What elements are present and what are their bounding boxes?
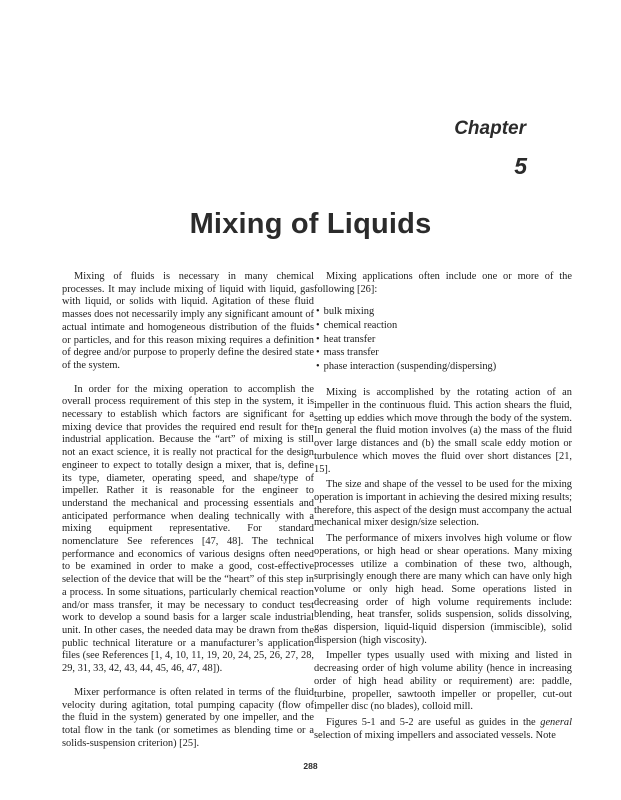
left-column bbox=[62, 271, 314, 750]
left-paragraph-1: Mixing of fluids is necessary in many chemical processes. It may include mixing of liquid with liquid, gas with liquid, or solids with liquid. Agitation of these fluid masses does not necessarily imply any significant amount of actual intimate and homogeneous distribution of the fluids or particles, and for this reason mixing requires a definition of degree and/or purpose to properly define the desired state of the system. bbox=[62, 271, 314, 371]
right-intro: Mixing applications often include one or more of the following [26]: bbox=[314, 271, 572, 295]
list-item: • bulk mixing bbox=[316, 305, 572, 319]
right-paragraph-6 bbox=[314, 717, 572, 742]
chapter-number: 5 bbox=[514, 153, 527, 179]
left-paragraph-3: Mixer performance is often related in terms of the fluid velocity during agitation, total pumping capacity (flow of the fluid in the system) generated by one impeller, and the total flow in the tank (or sometimes as blending time or a solids-suspension criterion) [25]. bbox=[62, 686, 314, 749]
list-item: • heat transfer bbox=[316, 333, 572, 347]
application-list bbox=[314, 305, 572, 373]
right-paragraph-4: The performance of mixers involves high volume or flow operations, or high head or shear operations. Many mixing processes utilize a combination of these two, although, surprisingly enough there are many which can have only high volume or only high head. Some operations listed in decreasing order of high volume requirements include: blending, heat transfer, solids suspension, solids dissolving, gas dispersion, liquid-liquid dispersion (immiscible), solid dispersion (high viscosity). bbox=[314, 533, 572, 646]
chapter-title: Mixing of Liquids bbox=[189, 208, 432, 240]
left-paragraph-2: In order for the mixing operation to accomplish the overall process requirement of this step in the system, it is necessary to establish which factors are significant for a mixing device that provides the required end result for the industrial application. Because the “art” of mixing is still not an exact science, it is really not practical for the design engineer to expect to totally design a mixer, that is, define its type, diameter, operating speed, and shape/type of impeller. Rather it is reasonable for the engineer to understand the mechanical and processing essentials and anticipated performance when dealing technically with a mixing equipment representative. For standard nomenclature See references [47, 48]. The technical performance and economics of various designs often need to be examined in order to make a good, cost-effective selection of the device that will be the “heart” of this step in a process. In some situations, particularly chemical reaction and/or mass transfer, it may be necessary to conduct test work to develop a sound basis for a larger scale industrial unit. In other cases, the needed data may be drawn from the public technical literature or a manufacturer’s application files (see References [1, 4, 10, 11, 19, 20, 24, 25, 26, 27, 28, 29, 31, 33, 42, 43, 44, 45, 46, 47, 48]). bbox=[62, 383, 314, 675]
chapter-label: Chapter bbox=[454, 118, 526, 139]
list-item: • chemical reaction bbox=[316, 319, 572, 333]
list-item: • mass transfer bbox=[316, 346, 572, 360]
p6-emphasis: general bbox=[540, 716, 572, 728]
right-paragraph-2: Mixing is accomplished by the rotating action of an impeller in the continuous fluid. This action shears the fluid, setting up eddies which move through the body of the system. In general the fluid motion involves (a) the mass of the fluid over large distances and (b) the small scale eddy motion or turbulence which moves the fluid over short distances [21, 15]. bbox=[314, 387, 572, 475]
p6-end: selection of mixing impellers and associated vessels. Note bbox=[314, 729, 556, 741]
page-number: 288 bbox=[303, 761, 318, 771]
list-item: • phase interaction (suspending/dispersing) bbox=[316, 360, 572, 374]
right-column bbox=[314, 271, 572, 742]
right-paragraph-3: The size and shape of the vessel to be used for the mixing operation is important in achieving the desired mixing results; therefore, this aspect of the design must accompany the actual mechanical mixer design/size selection. bbox=[314, 479, 572, 529]
right-paragraph-5: Impeller types usually used with mixing and listed in decreasing order of high volume ability (hence in increasing order of high head ability or requirement) are: paddle, turbine, propeller, sawtooth impeller or propeller, cut-out impeller disc (no blades), colloid mill. bbox=[314, 650, 572, 713]
p6-start: Figures 5-1 and 5-2 are useful as guides in the bbox=[326, 716, 541, 728]
